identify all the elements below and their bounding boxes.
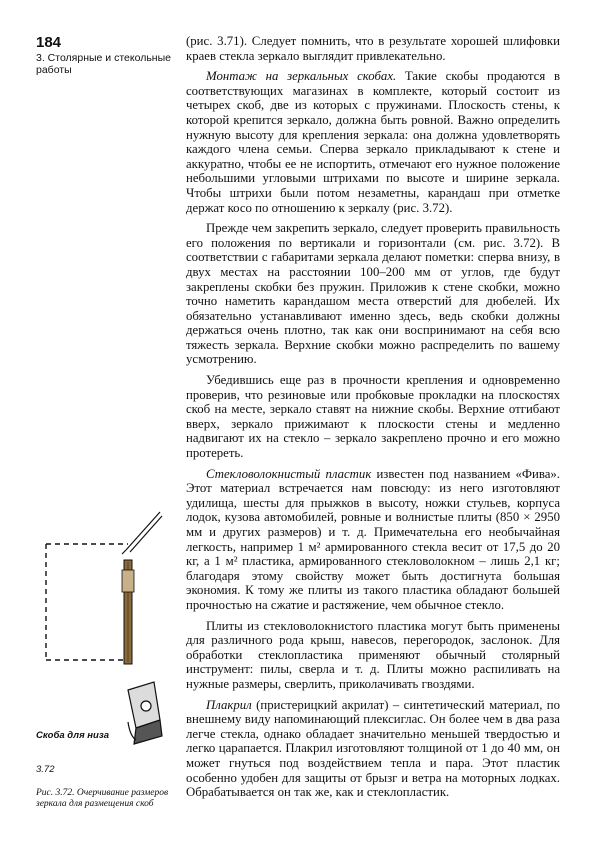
paragraph — [186, 34, 560, 63]
paragraph-text: Такие скобы продаются в соответствующих магазинах в комплекте, который состоит из четырех скоб, две из которых с пружинами. Плоскость стены, к которой крепится зеркало, должна быть ровной. Важно определить нужную высоту для крепления зеркала: она должна удовлетворять каждого члена семьи. Сперва зеркало прикладывают к стене и аккуратно, чтобы ее не испортить, отмечают его нужное положение небольшими угловыми штрихами по высоте и ширине зеркала. Чтобы штрихи были потом незаметны, карандаш при отметке держат косо по отношению к зеркалу (рис. 3.72). — [186, 69, 560, 215]
paragraph-text: (пристерицкий акрилат) – синтетический материал, по внешнему виду напоминающий плексиглас. Он более чем в два раза легче стекла, однако обладает значительно меньшей твердостью и легко царапается. Плакрил изготовляют толщиной от 1 до 40 мм, он может гнуться под воздействием тепла и пара. Этот пластик особенно удобен для защиты от брызг и ветра на моторных лодках. Обрабатывается он так же, как и стеклопластик. — [186, 697, 560, 800]
paragraph-text: Убедившись еще раз в прочности крепления и одновременно проверив, что резиновые или пробковые прокладки на плоскостях скоб на месте, зеркало ставят на нижние скобы. Верхние отгибают вверх, зеркало прижимают к плоскости стены и медленно надвигают их на стекло – зеркало закреплено прочно и его можно протереть. — [186, 373, 560, 461]
paragraph — [186, 373, 560, 461]
figure-label: Скоба для низа — [36, 730, 109, 741]
figure-caption: Рис. 3.72. Очерчивание размеров зеркала для размещения скоб — [36, 788, 169, 809]
paragraph-lead: Стекловолокнистый пластик — [206, 466, 372, 481]
paragraph — [186, 69, 560, 215]
pencil-icon — [122, 512, 162, 554]
section-title: 3. Столярные и стекольные работы — [36, 52, 171, 76]
bracket-rail — [122, 560, 134, 664]
mirror-outline — [46, 544, 128, 660]
paragraph — [186, 698, 560, 800]
bottom-bracket-icon — [128, 682, 162, 744]
page-number: 184 — [36, 34, 62, 51]
paragraph-lead: Монтаж на зеркальных скобах. — [206, 69, 397, 84]
paragraph-lead: Плакрил — [206, 697, 252, 712]
paragraph — [186, 619, 560, 692]
paragraph — [186, 221, 560, 367]
paragraph-text: известен под названием «Фива». Этот материал встречается нам повсюду: из него изготовляют удилища, шесты для прыжков в высоту, ножки стульев, корпуса лодок, кузова автомобилей, ровные и волнистые плиты (850 × 2950 мм и других размеров) и т. д. Примечательна его необычайная легкость, например 1 м² армированного стекла весит от 17,5 до 20 кг, а 1 м² пластика, армированного стекловолокном – лишь 2,1 кг; благодаря этому свойству может быть достигнута большая экономия. К тому же плиты из такого пластика обладают большей прочностью на сжатие и растяжение, чем обычное стекло. — [186, 466, 560, 612]
figure-number: 3.72 — [36, 764, 55, 775]
paragraph — [186, 467, 560, 613]
body-text — [186, 34, 560, 806]
paragraph-text: Прежде чем закрепить зеркало, следует проверить правильность его положения по вертикали и горизонтали (см. рис. 3.72). В соответствии с габаритами зеркала делают пометки: сперва внизу, в двух местах на расстоянии 100–200 мм от углов, где будут закреплены скобки без пружин. Приложив к стене скобки, можно точно наметить карандашом места отверстий для дюбелей. Их обязательно устанавливают именно здесь, ведь скобки должны держаться очень плотно, так как они воспринимают на себя всю тяжесть зеркала. Верхние скобки можно распределить по вашему усмотрению. — [186, 221, 560, 367]
paragraph-text: Плиты из стекловолокнистого пластика могут быть применены для различного рода крыш, навесов, перегородок, заслонок. Для обработки стеклопластика применяют обычный столярный инструмент: пилы, сверла и т. д. Плиты можно распиливать на нужные размеры, сверлить, приколачивать гвоздями. — [186, 618, 560, 691]
paragraph-text: (рис. 3.71). Следует помнить, что в результате хорошей шлифовки краев стекла зеркало выглядит привлекательно. — [186, 34, 560, 63]
